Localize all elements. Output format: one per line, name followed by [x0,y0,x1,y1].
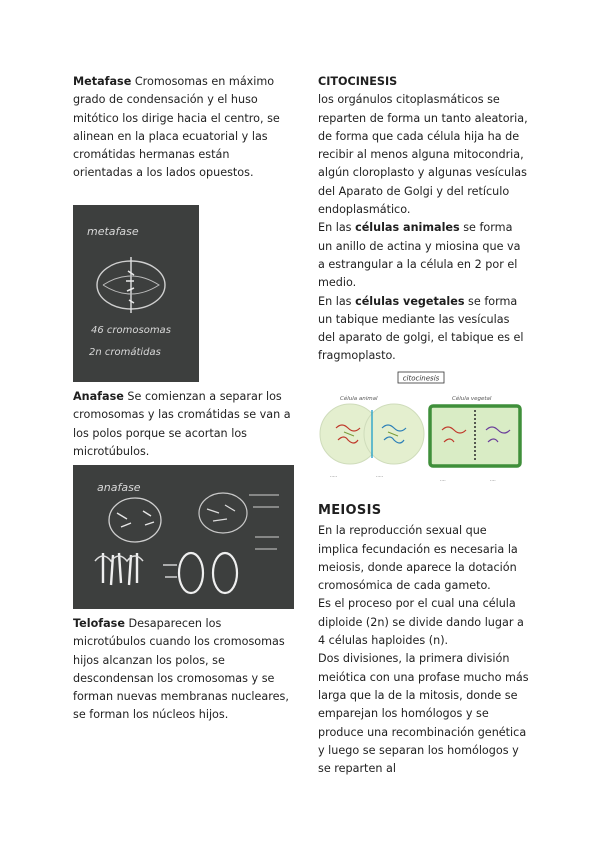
celulas-vegetales-term: células vegetales [355,294,465,308]
celulas-animales-term: células animales [355,221,460,235]
citocinesis-p1: los orgánulos citoplasmáticos se reparten de forma un tanto aleatoria, de forma que cada célula hija ha de recibir al menos alguna mitocondria, algún cloroplasto y algunas vesículas del Aparato de Golgi y del retículo endoplasmático. [318,93,528,217]
anafase-paragraph [73,388,291,461]
photo2-label-top: anafase [97,481,141,494]
citocinesis-p3 [318,293,530,366]
citocinesis-section [318,73,530,366]
citocinesis-heading: CITOCINESIS [318,75,398,88]
meiosis-p1: En la reproducción sexual que implica fecundación es necesaria la meiosis, donde aparece la dotación cromosómica de cada gameto. [318,524,518,593]
citocinesis-p3-pre: En las [318,294,356,308]
citocinesis-diagram [318,370,528,495]
citocinesis-p3-post: se forma un tabique mediante las vesículas del aparato de golgi, el tabique es el fragmoplasto. [318,294,524,363]
anafase-term: Anafase [73,390,124,403]
telofase-paragraph [73,615,291,725]
telofase-term: Telofase [73,617,125,630]
photo1-label-bot: 2n cromátidas [89,347,161,358]
meiosis-p3: Dos divisiones, la primera división meiótica con una profase mucho más larga que la de la mitosis, donde se emparejan los homólogos y se produce una recombinación genética y luego se separan los homólogos y se reparten al [318,652,529,776]
citocinesis-p2-pre: En las [318,221,356,235]
metafase-text: Cromosomas en máximo grado de condensación y el huso mitótico los dirige hacia el centro, se alinean en la placa ecuatorial y las cromátidas hermanas están orientadas a los lados opuestos. [73,75,280,180]
animal-cell-label: Célula animal [340,396,378,402]
citocinesis-p2-post: se forma un anillo de actina y miosina que va a estrangular a la célula en 2 por el medio. [318,221,521,290]
metafase-photo [73,205,199,382]
plant-cell-label: Célula vegetal [452,396,492,402]
metafase-paragraph [73,73,291,183]
svg-text:·····: ····· [330,475,338,480]
photo1-label-mid: 46 cromosomas [91,325,171,336]
diagram-title: citocinesis [402,374,440,383]
anafase-text: Se comienzan a separar los cromosomas y las cromátidas se van a los polos porque se acortan los microtúbulos. [73,390,291,458]
meiosis-p2: Es el proceso por el cual una célula diploide (2n) se divide dando lugar a 4 células haploides (n). [318,597,524,648]
meiosis-heading: MEIOSIS [318,503,382,518]
telofase-text: Desaparecen los microtúbulos cuando los cromosomas hijos alcanzan los polos, se descondensan los cromosomas y se forman nuevas membranas nucleares, se forman los núcleos hijos. [73,617,289,722]
metafase-term: Metafase [73,75,132,88]
svg-text:·····: ····· [376,475,384,480]
anafase-photo [73,465,294,609]
meiosis-section [318,502,530,778]
citocinesis-p2 [318,219,530,292]
photo1-label-top: metafase [87,225,139,238]
svg-text:····: ···· [440,479,446,484]
svg-text:····: ···· [490,479,496,484]
